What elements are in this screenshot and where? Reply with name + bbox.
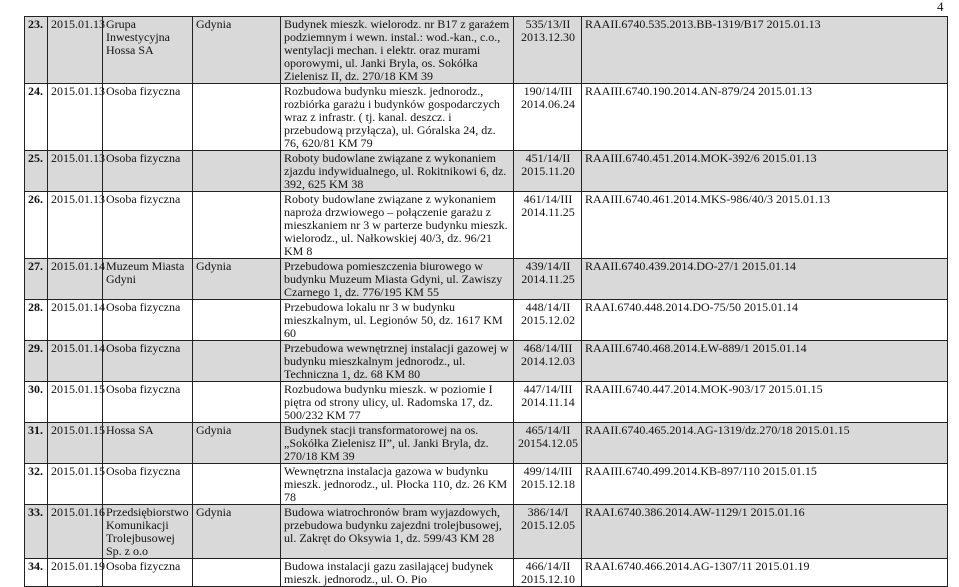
row-number: 33. — [25, 505, 48, 559]
table-row — [25, 382, 948, 423]
row-application-number: 386/14/I 2015.12.05 — [514, 505, 582, 559]
table-row — [25, 259, 948, 300]
row-application-number: 465/14/II 20154.12.05 — [514, 423, 582, 464]
row-place: Gdynia — [193, 17, 281, 84]
row-application-number: 447/14/III 2014.11.14 — [514, 382, 582, 423]
permits-table — [24, 16, 948, 587]
row-decision-reference: RAAIII.6740.499.2014.KB-897/110 2015.01.15 — [582, 464, 948, 505]
row-decision-reference: RAAIII.6740.461.2014.MKS-986/40/3 2015.01.13 — [582, 192, 948, 259]
row-decision-reference: RAAIII.6740.468.2014.ŁW-889/1 2015.01.14 — [582, 341, 948, 382]
row-place: Gdynia — [193, 423, 281, 464]
row-decision-reference: RAAI.6740.386.2014.AW-1129/1 2015.01.16 — [582, 505, 948, 559]
row-date: 2015.01.13 — [48, 151, 103, 192]
row-number: 24. — [25, 84, 48, 151]
row-application-number: 461/14/III 2014.11.25 — [514, 192, 582, 259]
row-date: 2015.01.13 — [48, 192, 103, 259]
row-description: Budowa wiatrochronów bram wyjazdowych, przebudowa budynku zajezdni trolejbusowej, ul. Zakręt do Oksywia 1, dz. 599/43 KM 28 — [281, 505, 514, 559]
row-investor: Osoba fizyczna — [103, 300, 193, 341]
table-row — [25, 464, 948, 505]
row-description: Roboty budowlane związane z wykonaniem zjazdu indywidualnego, ul. Rokitnikowi 6, dz. 392, 625 KM 38 — [281, 151, 514, 192]
row-investor: Osoba fizyczna — [103, 341, 193, 382]
row-application-number: 535/13/II 2013.12.30 — [514, 17, 582, 84]
row-decision-reference: RAAIII.6740.447.2014.MOK-903/17 2015.01.15 — [582, 382, 948, 423]
row-application-number: 439/14/II 2014.11.25 — [514, 259, 582, 300]
row-decision-reference: RAAIII.6740.451.2014.MOK-392/6 2015.01.13 — [582, 151, 948, 192]
row-number: 28. — [25, 300, 48, 341]
row-investor: Osoba fizyczna — [103, 151, 193, 192]
table-row — [25, 192, 948, 259]
table-row — [25, 341, 948, 382]
row-number: 23. — [25, 17, 48, 84]
row-description: Przebudowa lokalu nr 3 w budynku mieszkalnym, ul. Legionów 50, dz. 1617 KM 60 — [281, 300, 514, 341]
row-decision-reference: RAAI.6740.448.2014.DO-75/50 2015.01.14 — [582, 300, 948, 341]
row-application-number: 448/14/II 2015.12.02 — [514, 300, 582, 341]
row-application-number: 499/14/III 2015.12.18 — [514, 464, 582, 505]
row-investor: Osoba fizyczna — [103, 559, 193, 587]
row-decision-reference: RAAI.6740.466.2014.AG-1307/11 2015.01.19 — [582, 559, 948, 587]
row-description: Rozbudowa budynku mieszk. w poziomie I piętra od strony ulicy, ul. Radomska 17, dz. 500/232 KM 77 — [281, 382, 514, 423]
row-description: Przebudowa wewnętrznej instalacji gazowej w budynku mieszkalnym jednorodz., ul. Techniczna 1, dz. 68 KM 80 — [281, 341, 514, 382]
row-description: Roboty budowlane związane z wykonaniem naproża drzwiowego – połączenie garażu z mieszkaniem nr 3 w parterze budynku mieszk. wielorodz., ul. Nałkowskiej 40/3, dz. 96/21 KM 8 — [281, 192, 514, 259]
row-description: Rozbudowa budynku mieszk. jednorodz., rozbiórka garażu i budynków gospodarczych wraz z infrastr. ( tj. kanal. deszcz. i przebudową przyłącza), ul. Góralska 24, dz. 76, 620/81 KM 79 — [281, 84, 514, 151]
row-application-number: 468/14/III 2014.12.03 — [514, 341, 582, 382]
row-place: Gdynia — [193, 505, 281, 559]
row-date: 2015.01.15 — [48, 464, 103, 505]
table-row — [25, 423, 948, 464]
row-number: 34. — [25, 559, 48, 587]
row-description: Budowa instalacji gazu zasilającej budynek mieszk. jednorodz., ul. O. Pio — [281, 559, 514, 587]
page-number: 4 — [937, 0, 944, 14]
row-date: 2015.01.14 — [48, 259, 103, 300]
row-date: 2015.01.14 — [48, 341, 103, 382]
row-investor: Osoba fizyczna — [103, 84, 193, 151]
row-number: 25. — [25, 151, 48, 192]
row-place: Gdynia — [193, 259, 281, 300]
row-place — [193, 559, 281, 587]
row-number: 30. — [25, 382, 48, 423]
row-number: 26. — [25, 192, 48, 259]
row-investor: Hossa SA — [103, 423, 193, 464]
row-date: 2015.01.19 — [48, 559, 103, 587]
row-date: 2015.01.16 — [48, 505, 103, 559]
row-place — [193, 464, 281, 505]
row-decision-reference: RAAII.6740.465.2014.AG-1319/dz.270/18 2015.01.15 — [582, 423, 948, 464]
table-row — [25, 84, 948, 151]
table-row — [25, 300, 948, 341]
row-date: 2015.01.14 — [48, 300, 103, 341]
row-date: 2015.01.15 — [48, 423, 103, 464]
row-decision-reference: RAAIII.6740.190.2014.AN-879/24 2015.01.13 — [582, 84, 948, 151]
row-application-number: 190/14/III 2014.06.24 — [514, 84, 582, 151]
row-place — [193, 84, 281, 151]
row-number: 32. — [25, 464, 48, 505]
row-decision-reference: RAAII.6740.439.2014.DO-27/1 2015.01.14 — [582, 259, 948, 300]
table-row — [25, 559, 948, 587]
row-decision-reference: RAAII.6740.535.2013.BB-1319/B17 2015.01.13 — [582, 17, 948, 84]
row-place — [193, 382, 281, 423]
row-application-number: 466/14/II 2015.12.10 — [514, 559, 582, 587]
row-investor: Osoba fizyczna — [103, 192, 193, 259]
table-row — [25, 505, 948, 559]
row-number: 27. — [25, 259, 48, 300]
row-description: Przebudowa pomieszczenia biurowego w budynku Muzeum Miasta Gdyni, ul. Zawiszy Czarnego 1, dz. 776/195 KM 55 — [281, 259, 514, 300]
row-description: Budynek stacji transformatorowej na os. „Sokółka Zielenisz II”, ul. Janki Bryla, dz. 270/18 KM 39 — [281, 423, 514, 464]
row-investor: Osoba fizyczna — [103, 464, 193, 505]
row-investor: Przedsiębiorstwo Komunikacji Trolejbusowej Sp. z o.o — [103, 505, 193, 559]
row-description: Budynek mieszk. wielorodz. nr B17 z garażem podziemnym i wewn. instal.: wod.-kan., c.o., wentylacji mechan. i elektr. oraz murami oporowymi, ul. Janki Bryla, os. Sokółka Zielenisz II, dz. 270/18 KM 39 — [281, 17, 514, 84]
row-date: 2015.01.13 — [48, 17, 103, 84]
row-description: Wewnętrzna instalacja gazowa w budynku mieszk. jednorodz., ul. Płocka 110, dz. 26 KM 78 — [281, 464, 514, 505]
row-place — [193, 341, 281, 382]
row-number: 29. — [25, 341, 48, 382]
row-application-number: 451/14/II 2015.11.20 — [514, 151, 582, 192]
row-number: 31. — [25, 423, 48, 464]
row-place — [193, 192, 281, 259]
row-place — [193, 300, 281, 341]
table-row — [25, 17, 948, 84]
row-date: 2015.01.15 — [48, 382, 103, 423]
row-investor: Muzeum Miasta Gdyni — [103, 259, 193, 300]
row-place — [193, 151, 281, 192]
row-investor: Osoba fizyczna — [103, 382, 193, 423]
row-investor: Grupa Inwestycyjna Hossa SA — [103, 17, 193, 84]
table-row — [25, 151, 948, 192]
row-date: 2015.01.13 — [48, 84, 103, 151]
